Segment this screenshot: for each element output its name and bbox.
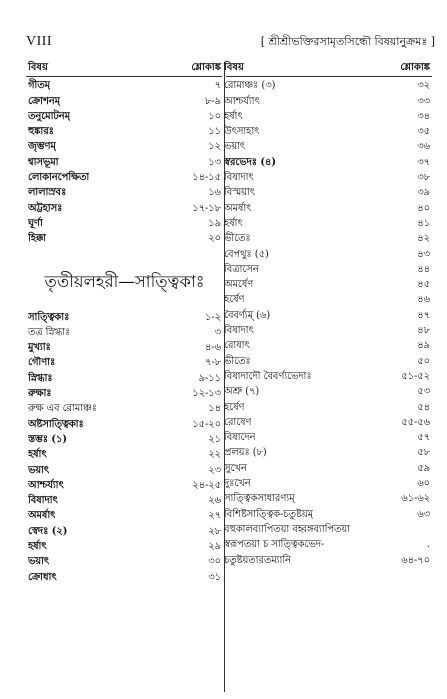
entry-subject: হর্ষেণ: [224, 401, 245, 413]
index-entry: [224, 522, 430, 537]
entry-subject: ঘূর্ণা: [28, 217, 43, 229]
left-top-list: [28, 78, 221, 246]
entry-verse-number: ৮-৯: [204, 95, 221, 107]
entry-subject: আশ্চর্য্যাৎ: [224, 95, 260, 107]
index-entry: [224, 109, 430, 124]
entry-verse-number: ২৮: [208, 525, 221, 537]
page-number: VIII: [26, 34, 53, 49]
entry-subject: দুঃখেন: [224, 478, 251, 490]
entry-subject: বিষাদাৎ: [224, 325, 254, 337]
entry-subject: বেপথুঃ (৫): [224, 248, 269, 260]
index-entry: [224, 445, 430, 460]
index-entry: [28, 170, 221, 185]
left-column: [28, 60, 221, 585]
index-entry: [224, 491, 430, 506]
entry-subject: হর্ষাৎ: [224, 217, 243, 229]
index-entry: [28, 386, 221, 401]
index-entry: [28, 570, 221, 585]
index-entry: [224, 354, 430, 369]
index-entry: [224, 308, 430, 323]
entry-verse-number: ১-২: [204, 311, 221, 323]
entry-subject: রুক্ষাঃ: [28, 388, 52, 400]
entry-subject: উৎসাহাৎ: [224, 126, 260, 138]
left-verse-heading: শ্লোকাঙ্ক: [191, 62, 221, 73]
right-column: [224, 60, 430, 568]
entry-verse-number: ১৪: [208, 403, 221, 415]
entry-subject: সুখেন: [224, 462, 247, 474]
index-entry: [28, 109, 221, 124]
entry-subject: জৃম্ভণম্: [28, 141, 56, 153]
right-subject-heading: বিষয়: [224, 62, 244, 73]
index-entry: [28, 355, 221, 370]
index-entry: [28, 417, 221, 432]
index-entry: [28, 78, 221, 93]
index-entry: [28, 508, 221, 523]
index-entry: [224, 323, 430, 338]
index-entry: [224, 277, 430, 292]
entry-subject: বিষাদাৎ: [224, 172, 254, 184]
index-entry: [224, 139, 430, 154]
index-entry: [28, 231, 221, 246]
entry-subject: বিস্ময়াৎ: [224, 187, 255, 199]
right-verse-heading: শ্লোকাঙ্ক: [400, 62, 430, 73]
entry-verse-number: ৬০: [417, 478, 430, 490]
entry-verse-number: ৫৩: [417, 386, 430, 398]
index-entry: [224, 231, 430, 246]
entry-subject: স্বরভেদঃ (৪): [224, 156, 276, 168]
entry-subject: শ্বাসভূমা: [28, 156, 59, 168]
index-entry: [224, 94, 430, 109]
entry-subject: তনুমোটনম্: [28, 110, 71, 122]
entry-subject: অষ্টসাত্ত্বিকাঃ: [28, 418, 84, 430]
entry-subject: ভীতেঃ: [224, 233, 251, 245]
index-entry: [224, 78, 430, 93]
index-entry: [28, 524, 221, 539]
index-entry: [28, 124, 221, 139]
entry-verse-number: ৫৮: [417, 447, 430, 459]
entry-verse-number: ১৬: [208, 187, 221, 199]
index-entry: [28, 139, 221, 154]
entry-subject: ভীতেঃ: [224, 355, 251, 367]
entry-verse-number: ৪৬: [417, 294, 430, 306]
entry-verse-number: ১২-১৩: [192, 388, 221, 400]
index-entry: [224, 384, 430, 399]
left-column-header: [28, 60, 221, 75]
left-bottom-list: [28, 310, 221, 585]
entry-verse-number: ৫৫-৫৬: [401, 416, 430, 428]
index-entry: [28, 325, 221, 340]
index-entry: [224, 155, 430, 170]
index-entry: [224, 338, 430, 353]
entry-verse-number: ৬৩: [417, 508, 430, 520]
entry-subject: হিক্কা: [28, 233, 47, 245]
index-entry: [28, 493, 221, 508]
entry-subject: বহুকালব্যাপিতয়া বহ্বঙ্গব্যাপিতয়া: [224, 523, 351, 535]
entry-verse-number: ২৭: [208, 510, 221, 522]
index-entry: [28, 310, 221, 325]
running-title: [ শ্রীশ্রীভক্তিরসামৃতসিন্ধৌ বিষয়ানুক্রমঃ ]: [260, 35, 435, 48]
entry-verse-number: ১০: [208, 110, 221, 122]
index-entry: [28, 401, 221, 416]
entry-verse-number: ১৯: [208, 217, 221, 229]
entry-verse-number: ৫৪: [417, 401, 430, 413]
entry-verse-number: ৩৯: [417, 187, 430, 199]
entry-subject: অমর্ষাৎ: [224, 202, 252, 214]
entry-verse-number: ৩: [214, 326, 221, 338]
entry-verse-number: ২৬: [208, 495, 221, 507]
index-entry: [224, 369, 430, 384]
entry-verse-number: ৪৭: [417, 309, 430, 321]
right-column-header: [224, 60, 430, 75]
entry-subject: বিশিষ্টসাত্ত্বিক-চতুষ্টয়ম্: [224, 508, 314, 520]
entry-verse-number: ৩৬: [417, 141, 430, 153]
entry-verse-number: ৪৯: [417, 340, 430, 352]
left-subject-heading: বিষয়: [28, 62, 48, 73]
index-entry: [224, 124, 430, 139]
entry-subject: স্নিগ্ধাঃ: [28, 372, 53, 384]
entry-verse-number: ৪৫: [417, 279, 430, 291]
entry-subject: বৈবর্ণ্যম্ (৬): [224, 309, 271, 321]
entry-verse-number: ১৭-১৮: [192, 202, 221, 214]
entry-subject: স্বরূপতয়া চ সাত্ত্বিকভেদ-: [224, 539, 325, 551]
entry-verse-number: ৪৩: [417, 248, 430, 260]
entry-verse-number: ৩২: [417, 80, 430, 92]
index-entry: [224, 400, 430, 415]
entry-verse-number: ২২: [208, 449, 221, 461]
entry-verse-number: ২১: [208, 433, 221, 445]
entry-subject: অশ্রু (৭): [224, 386, 260, 398]
index-entry: [224, 415, 430, 430]
index-entry: [224, 185, 430, 200]
entry-subject: রোষেণ: [224, 416, 252, 428]
entry-subject: বিষাদাদৌ বৈবর্ণ্যভেদাঃ: [224, 370, 312, 382]
entry-subject: হর্ষেণ: [224, 294, 245, 306]
entry-subject: ভয়াৎ: [28, 556, 50, 568]
entry-verse-number: ৬৪-৭০: [401, 554, 430, 566]
entry-subject: বিষাদাৎ: [28, 495, 58, 507]
entry-subject: প্রলয়ঃ (৮): [224, 447, 267, 459]
entry-verse-number: ২৩: [208, 464, 221, 476]
entry-verse-number: ৬১-৬২: [401, 493, 430, 505]
entry-verse-number: ৫০: [417, 355, 430, 367]
entry-verse-number: ১৩: [208, 156, 221, 168]
entry-verse-number: ৫৯: [417, 462, 430, 474]
entry-verse-number: ৩৪: [417, 110, 430, 122]
right-list: [224, 78, 430, 568]
entry-subject: লালাস্রবঃ: [28, 187, 67, 199]
entry-verse-number: ৩৮: [417, 172, 430, 184]
index-entry: [28, 539, 221, 554]
index-entry: [28, 432, 221, 447]
index-entry: [28, 94, 221, 109]
entry-subject: অমর্ষাৎ: [28, 510, 56, 522]
entry-verse-number: ৩০: [208, 556, 221, 568]
entry-verse-number: ১৫-২০: [192, 418, 221, 430]
entry-subject: হর্ষাৎ: [28, 449, 47, 461]
entry-verse-number: ৩৭: [417, 156, 430, 168]
entry-subject: রুক্ষ এব রোমাঞ্চঃ: [28, 403, 97, 415]
index-entry: [28, 340, 221, 355]
entry-verse-number: ৭: [214, 80, 221, 92]
entry-verse-number: ২৯: [208, 541, 221, 553]
entry-subject: হর্ষাৎ: [28, 541, 47, 553]
index-entry: [28, 371, 221, 386]
entry-verse-number: ৫১-৫২: [401, 370, 430, 382]
index-entry: [224, 537, 430, 552]
entry-verse-number: ৩১: [208, 571, 221, 583]
entry-verse-number: ৭-৮: [204, 357, 221, 369]
entry-verse-number: ৪০: [417, 202, 430, 214]
entry-subject: সাত্ত্বিকাঃ: [28, 311, 70, 323]
entry-verse-number: ১৪-১৫: [192, 172, 221, 184]
index-entry: [28, 155, 221, 170]
entry-verse-number: ৫৭: [417, 432, 430, 444]
entry-verse-number: ৪৪: [417, 263, 430, 275]
entry-verse-number: ১১: [208, 126, 221, 138]
index-entry: [224, 262, 430, 277]
index-entry: [28, 463, 221, 478]
entry-subject: সাত্ত্বিকসাধারণ্যম্: [224, 493, 295, 505]
index-entry: [28, 554, 221, 569]
index-entry: [224, 507, 430, 522]
entry-verse-number: ৩৫: [417, 126, 430, 138]
entry-verse-number: ৪৮: [417, 325, 430, 337]
index-entry: [224, 216, 430, 231]
entry-subject: রোষাৎ: [224, 340, 250, 352]
entry-subject: ক্রোশনম্: [28, 95, 61, 107]
entry-subject: তত্র স্নিগ্ধাঃ: [28, 326, 71, 338]
index-entry: [28, 185, 221, 200]
entry-verse-number: ৩৩: [417, 95, 430, 107]
entry-subject: ভয়াৎ: [224, 141, 246, 153]
index-entry: [224, 553, 430, 568]
index-entry: [224, 170, 430, 185]
entry-verse-number: ৪২: [417, 233, 430, 245]
entry-verse-number: ৪১: [417, 217, 430, 229]
entry-subject: লোকানপেক্ষিতা: [28, 172, 90, 184]
entry-verse-number: ৯-১১: [198, 372, 221, 384]
entry-subject: আশ্চর্য্যাৎ: [28, 479, 64, 491]
entry-subject: অট্টহাসঃ: [28, 202, 63, 214]
index-entry: [224, 292, 430, 307]
index-entry: [224, 476, 430, 491]
entry-verse-number: .: [426, 539, 430, 551]
entry-subject: মুখ্যাঃ: [28, 342, 51, 354]
entry-subject: গীতম্: [28, 80, 51, 92]
entry-verse-number: ২৪-২৫: [192, 479, 221, 491]
entry-subject: স্তম্ভঃ (১): [28, 433, 68, 445]
section-title: তৃতীয়লহরী—সাত্ত্বিকাঃ: [44, 271, 205, 291]
index-entry: [28, 216, 221, 231]
entry-subject: হর্ষাৎ: [224, 110, 243, 122]
index-entry: [224, 430, 430, 445]
entry-subject: স্বেদঃ (২): [28, 525, 68, 537]
entry-subject: হুঙ্কারঃ: [28, 126, 54, 138]
entry-verse-number: ১২: [208, 141, 221, 153]
entry-subject: গৌণাঃ: [28, 357, 56, 369]
entry-subject: বিত্রাসেন: [224, 263, 259, 275]
index-entry: [224, 201, 430, 216]
entry-subject: ক্রোধাৎ: [28, 571, 57, 583]
entry-subject: চতুষ্টয়তারতম্যানি: [224, 554, 291, 566]
index-entry: [224, 247, 430, 262]
entry-subject: অমর্ষেণ: [224, 279, 254, 291]
index-entry: [28, 201, 221, 216]
entry-subject: রোমাঞ্চঃ (৩): [224, 80, 276, 92]
entry-subject: ভয়াৎ: [28, 464, 50, 476]
entry-verse-number: ২০: [208, 233, 221, 245]
index-entry: [28, 447, 221, 462]
entry-subject: বিষাদেন: [224, 432, 256, 444]
index-entry: [224, 461, 430, 476]
entry-verse-number: ৪-৬: [204, 342, 221, 354]
index-entry: [28, 478, 221, 493]
